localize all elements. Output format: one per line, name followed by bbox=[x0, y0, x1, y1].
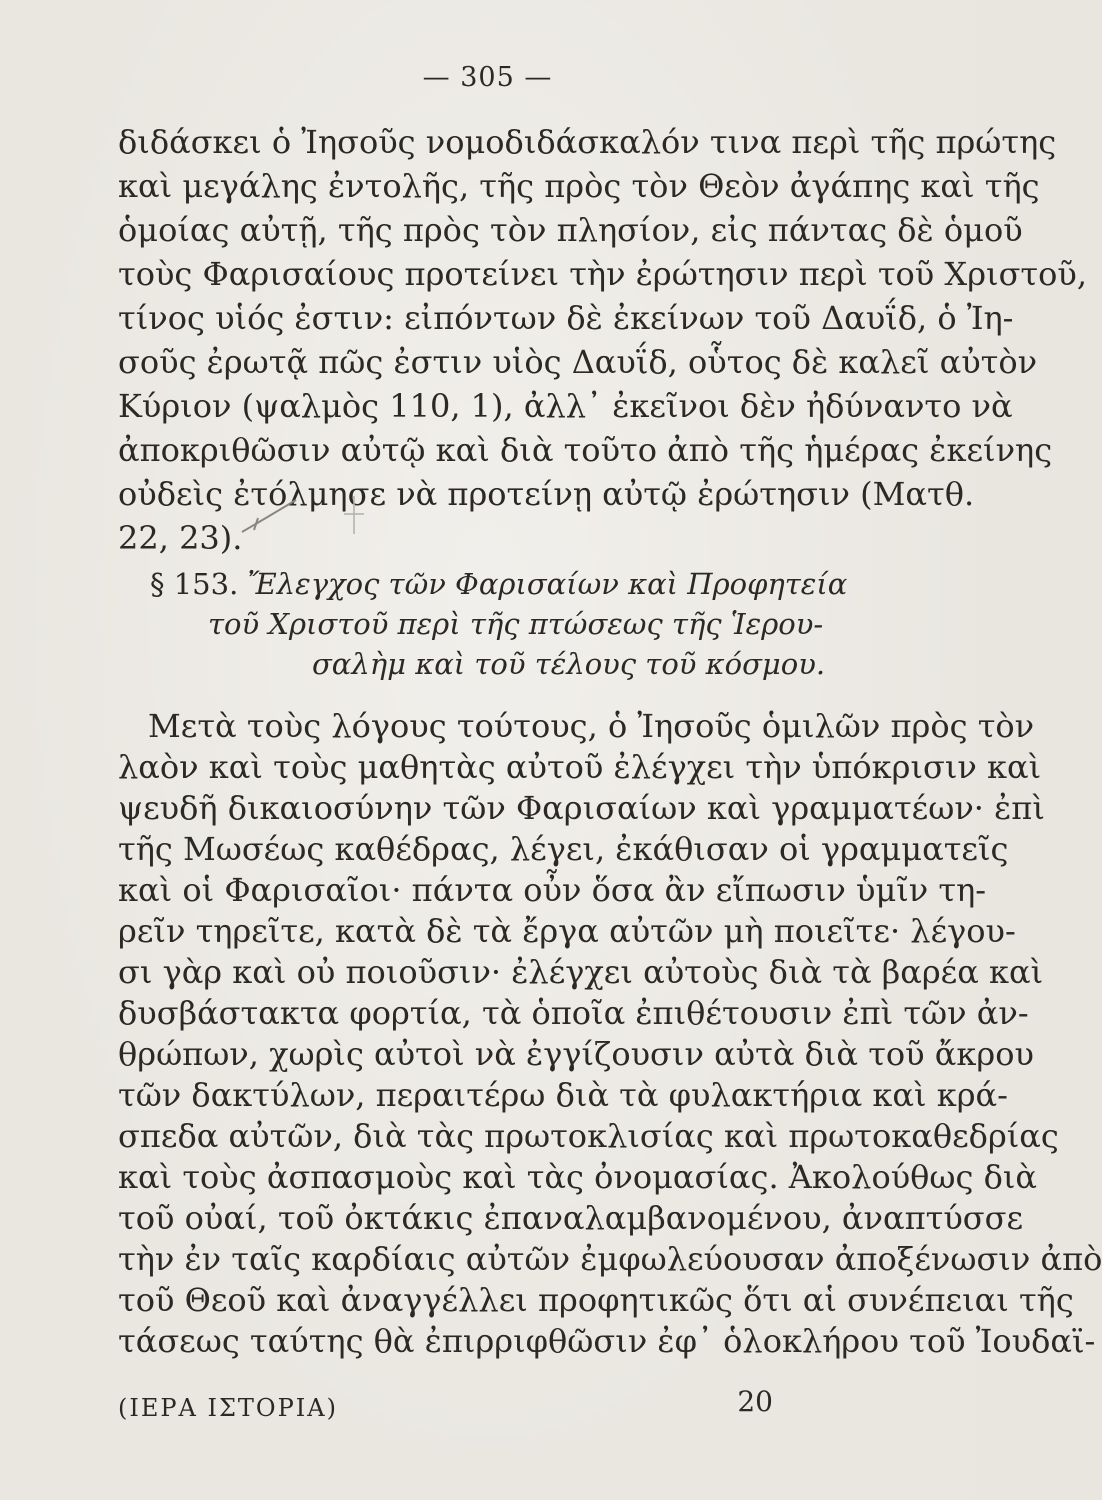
text-line: σπεδα αὐτῶν, διὰ τὰς πρωτοκλισίας καὶ πρωτοκαθεδρίας bbox=[118, 1117, 1059, 1155]
section-heading-line-3: σαλὴμ καὶ τοῦ τέλους τοῦ κόσμου. bbox=[312, 647, 826, 681]
text-line: καὶ μεγάλης ἐντολῆς, τῆς πρὸς τὸν Θεὸν ἀγάπης καὶ τῆς bbox=[118, 167, 1040, 205]
signature-label: (ΙΕΡΑ ΙΣΤΟΡΙΑ) bbox=[118, 1394, 338, 1422]
section-heading-line-1 bbox=[150, 566, 847, 602]
page-number: — 305 — bbox=[422, 62, 553, 93]
text-line: τοῦ οὐαί, τοῦ ὀκτάκις ἐπαναλαμβανομένου, ἀναπτύσσε bbox=[118, 1199, 1024, 1237]
text-line: τὴν ἐν ταῖς καρδίαις αὐτῶν ἐμφωλεύουσαν ἀποξένωσιν ἀπὸ bbox=[118, 1240, 1102, 1278]
text-line: 22, 23). bbox=[118, 519, 243, 557]
signature-number: 20 bbox=[737, 1385, 773, 1418]
section-number: § 153. bbox=[150, 567, 239, 601]
text-line: θρώπων, χωρὶς αὐτοὶ νὰ ἐγγίζουσιν αὐτὰ διὰ τοῦ ἄκρου bbox=[118, 1035, 1034, 1073]
text-line: λαὸν καὶ τοὺς μαθητὰς αὐτοῦ ἐλέγχει τὴν ὑπόκρισιν καὶ bbox=[118, 748, 1042, 786]
section-heading-line-2: τοῦ Χριστοῦ περὶ τῆς πτώσεως τῆς Ἱερου- bbox=[208, 607, 824, 641]
text-line: τῶν δακτύλων, περαιτέρω διὰ τὰ φυλακτήρια καὶ κρά- bbox=[118, 1076, 1008, 1114]
text-line: τίνος υἱός ἐστιν: εἰπόντων δὲ ἐκείνων τοῦ Δαυΐδ, ὁ Ἰη- bbox=[118, 299, 1014, 337]
text-line: σοῦς ἐρωτᾷ πῶς ἐστιν υἱὸς Δαυΐδ, οὗτος δὲ καλεῖ αὐτὸν bbox=[118, 343, 1038, 381]
text-line: καὶ τοὺς ἀσπασμοὺς καὶ τὰς ὀνομασίας. Ἀκολούθως διὰ bbox=[118, 1158, 1038, 1196]
text-line: καὶ οἱ Φαρισαῖοι· πάντα οὖν ὅσα ἂν εἴπωσιν ὑμῖν τη- bbox=[118, 871, 987, 909]
text-line: διδάσκει ὁ Ἰησοῦς νομοδιδάσκαλόν τινα περὶ τῆς πρώτης bbox=[118, 123, 1057, 161]
text-line: οὐδεὶς ἐτόλμησε νὰ προτείνῃ αὐτῷ ἐρώτησιν (Ματθ. bbox=[118, 475, 975, 513]
text-line: τοῦ Θεοῦ καὶ ἀναγγέλλει προφητικῶς ὅτι αἱ συνέπειαι τῆς bbox=[118, 1281, 1074, 1319]
section-title-part: Ἔλεγχος τῶν Φαρισαίων καὶ Προφητεία bbox=[247, 567, 848, 601]
text-line: ἀποκριθῶσιν αὐτῷ καὶ διὰ τοῦτο ἀπὸ τῆς ἡμέρας ἐκείνης bbox=[118, 431, 1053, 469]
text-line: τῆς Μωσέως καθέδρας, λέγει, ἐκάθισαν οἱ γραμματεῖς bbox=[118, 830, 1009, 868]
text-line: ψευδῆ δικαιοσύνην τῶν Φαρισαίων καὶ γραμματέων· ἐπὶ bbox=[118, 789, 1045, 827]
text-line: δυσβάστακτα φορτία, τὰ ὁποῖα ἐπιθέτουσιν ἐπὶ τῶν ἀν- bbox=[118, 994, 1029, 1032]
text-line: τοὺς Φαρισαίους προτείνει τὴν ἐρώτησιν περὶ τοῦ Χριστοῦ, bbox=[118, 255, 1087, 293]
text-line: Κύριον (ψαλμὸς 110, 1), ἀλλ᾽ ἐκεῖνοι δὲν ἠδύναντο νὰ bbox=[118, 387, 1013, 425]
text-line: σι γὰρ καὶ οὐ ποιοῦσιν· ἐλέγχει αὐτοὺς διὰ τὰ βαρέα καὶ bbox=[118, 953, 1044, 991]
text-line: ρεῖν τηρεῖτε, κατὰ δὲ τὰ ἔργα αὐτῶν μὴ ποιεῖτε· λέγου- bbox=[118, 912, 1016, 950]
pencil-mark bbox=[236, 488, 366, 538]
text-line: Μετὰ τοὺς λόγους τούτους, ὁ Ἰησοῦς ὁμιλῶν πρὸς τὸν bbox=[148, 707, 1035, 745]
text-line: ὁμοίας αὐτῇ, τῆς πρὸς τὸν πλησίον, εἰς πάντας δὲ ὁμοῦ bbox=[118, 211, 1023, 249]
text-line: τάσεως ταύτης θὰ ἐπιρριφθῶσιν ἐφ᾽ ὁλοκλήρου τοῦ Ἰουδαϊ- bbox=[118, 1322, 1096, 1360]
